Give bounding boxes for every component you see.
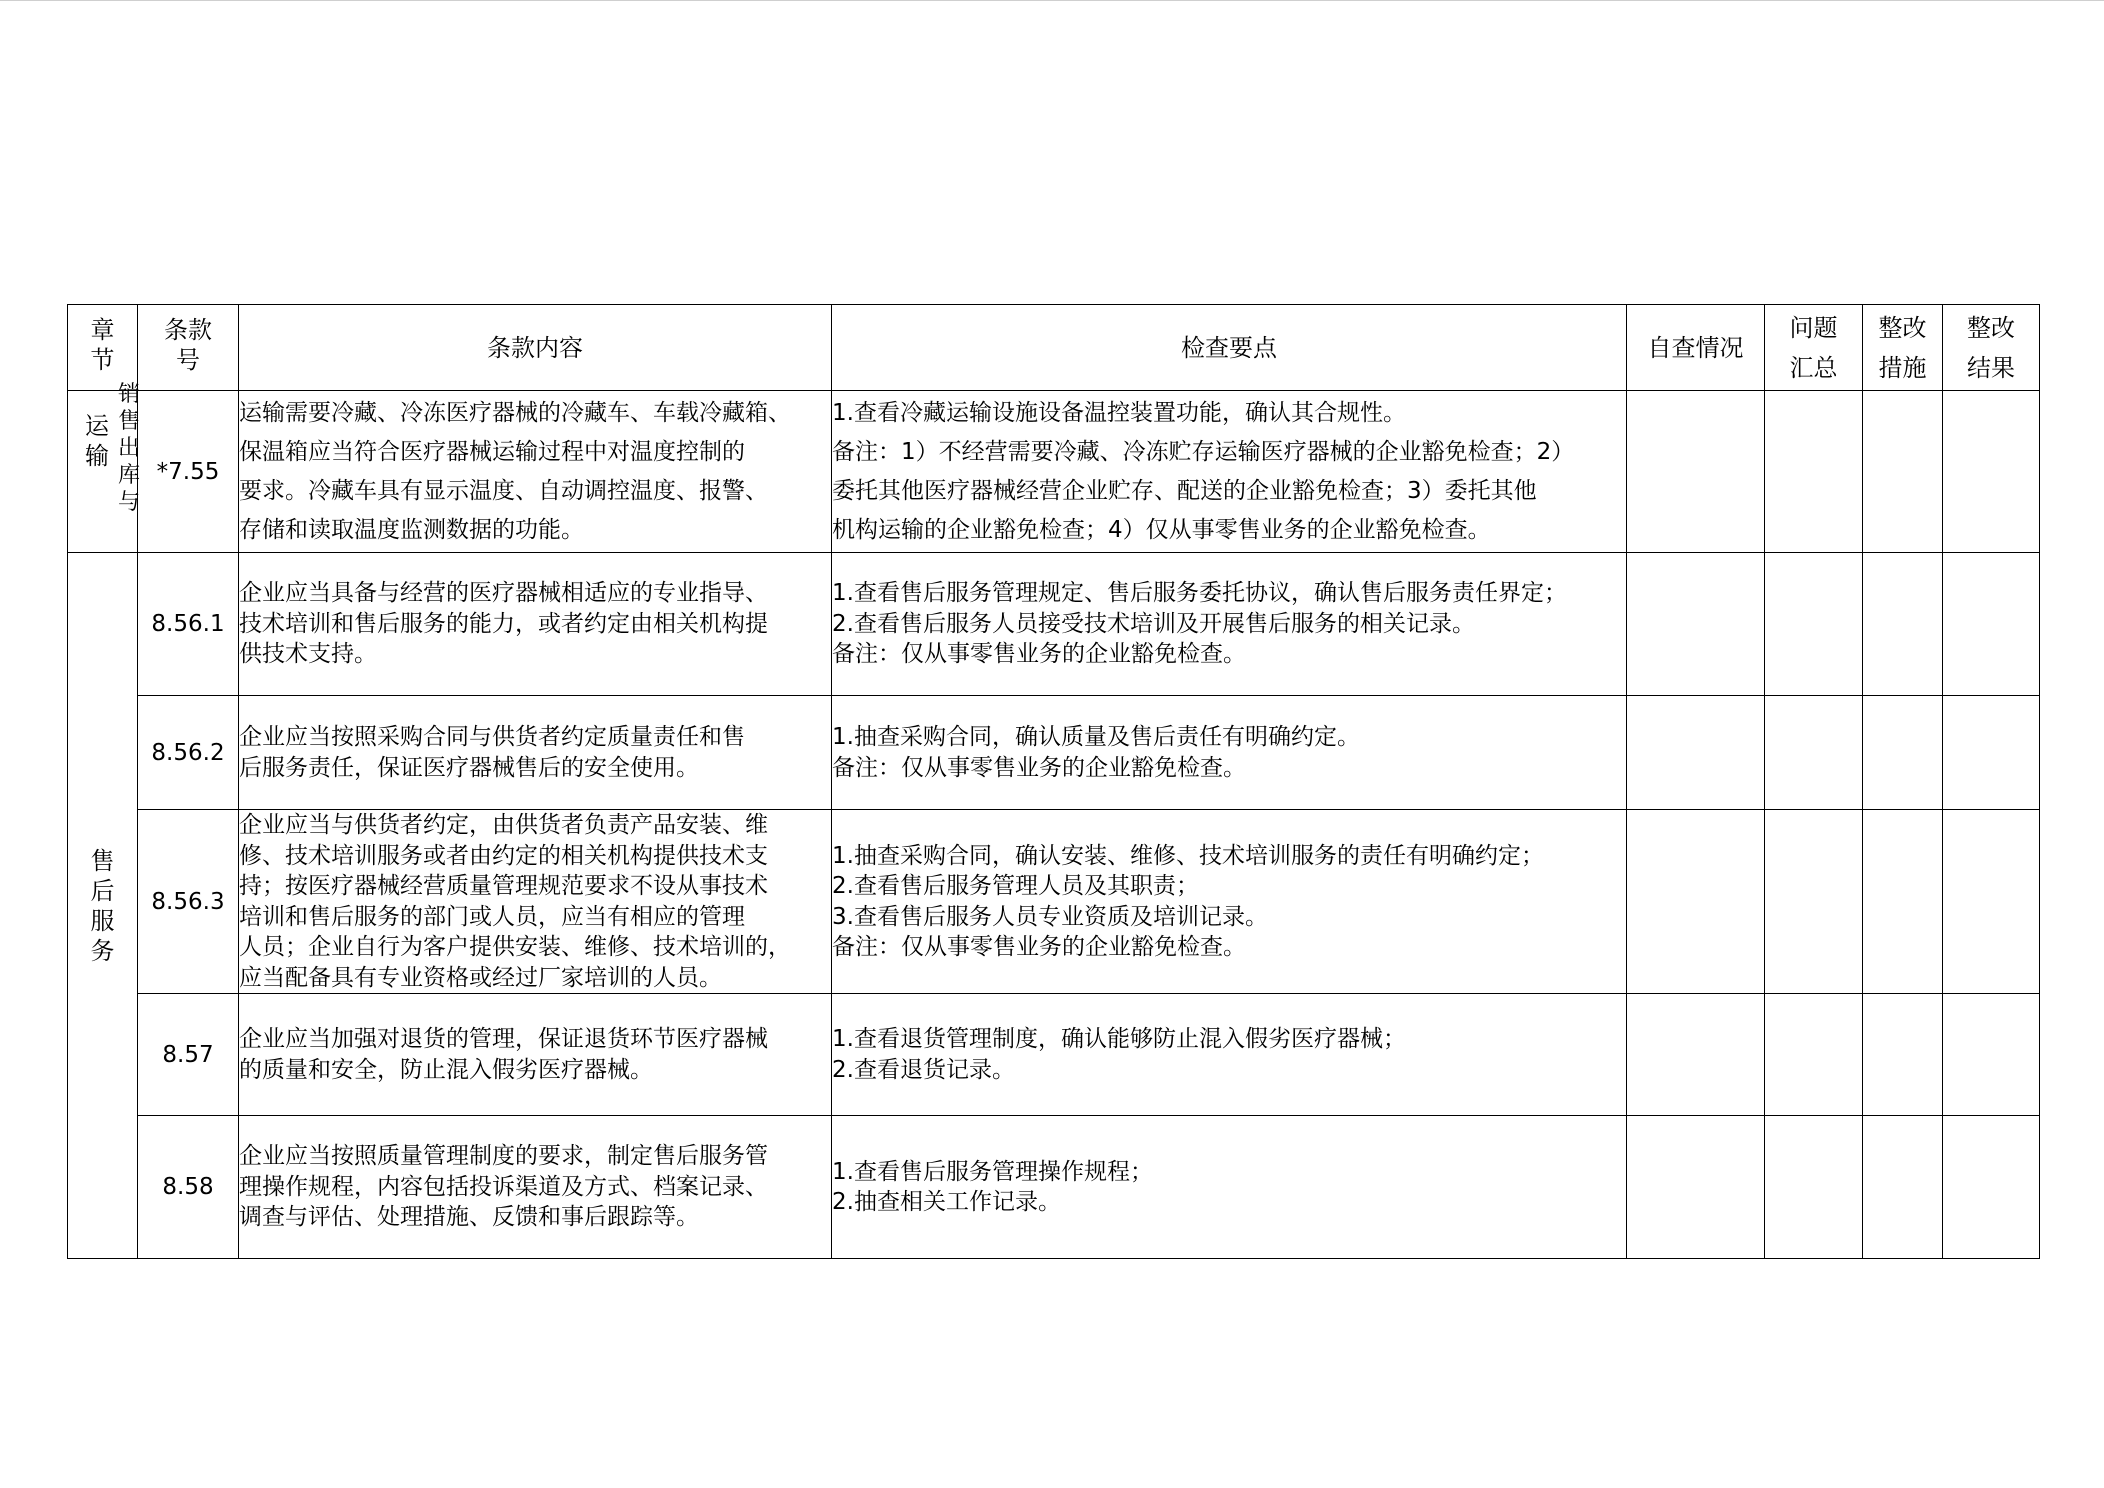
clause-content: 企业应当加强对退货的管理，保证退货环节医疗器械 的质量和安全，防止混入假劣医疗器械。 bbox=[239, 994, 832, 1116]
check-points: 1.查看售后服务管理操作规程； 2.抽查相关工作记录。 bbox=[832, 1116, 1627, 1259]
self-check-cell[interactable] bbox=[1627, 696, 1765, 810]
issues-cell[interactable] bbox=[1765, 810, 1863, 994]
clause-number: 8.56.3 bbox=[138, 810, 239, 994]
issues-cell[interactable] bbox=[1765, 994, 1863, 1116]
clause-number: 8.56.1 bbox=[138, 553, 239, 696]
measures-cell[interactable] bbox=[1863, 553, 1943, 696]
header-clause-no: 条款号 bbox=[138, 305, 239, 391]
results-cell[interactable] bbox=[1943, 696, 2040, 810]
check-points: 1.查看退货管理制度，确认能够防止混入假劣医疗器械； 2.查看退货记录。 bbox=[832, 994, 1627, 1116]
clause-content: 运输需要冷藏、冷冻医疗器械的冷藏车、车载冷藏箱、 保温箱应当符合医疗器械运输过程中对温度控制的 要求。冷藏车具有显示温度、自动调控温度、报警、 存储和读取温度监测数据的功能。 bbox=[239, 391, 832, 553]
clause-content: 企业应当与供货者约定，由供货者负责产品安装、维 修、技术培训服务或者由约定的相关机构提供技术支 持；按医疗器械经营质量管理规范要求不设从事技术 培训和售后服务的部门或人员，应当有相应的管理 人员；企业自行为客户提供安装、维修、技术培训的， 应当配备具有专业资格或经过厂家培训的人员。 bbox=[239, 810, 832, 994]
issues-cell[interactable] bbox=[1765, 553, 1863, 696]
issues-cell[interactable] bbox=[1765, 391, 1863, 553]
clause-number: *7.55 bbox=[138, 391, 239, 553]
section-after-sales: 售后服务 bbox=[68, 553, 138, 1259]
page-top-border bbox=[0, 0, 2104, 1]
check-points: 1.查看售后服务管理规定、售后服务委托协议，确认售后服务责任界定； 2.查看售后服务人员接受技术培训及开展售后服务的相关记录。 备注：仅从事零售业务的企业豁免检查。 bbox=[832, 553, 1627, 696]
clause-content: 企业应当具备与经营的医疗器械相适应的专业指导、 技术培训和售后服务的能力，或者约定由相关机构提 供技术支持。 bbox=[239, 553, 832, 696]
clause-number: 8.58 bbox=[138, 1116, 239, 1259]
self-check-table bbox=[67, 304, 2040, 1259]
table-row bbox=[68, 1116, 2040, 1259]
header-section: 章节 bbox=[68, 305, 138, 391]
header-content: 条款内容 bbox=[239, 305, 832, 391]
measures-cell[interactable] bbox=[1863, 1116, 1943, 1259]
clause-content: 企业应当按照质量管理制度的要求，制定售后服务管 理操作规程，内容包括投诉渠道及方式、档案记录、 调查与评估、处理措施、反馈和事后跟踪等。 bbox=[239, 1116, 832, 1259]
self-check-cell[interactable] bbox=[1627, 553, 1765, 696]
section-transport: 运输 销售出库与 bbox=[68, 391, 138, 553]
measures-cell[interactable] bbox=[1863, 994, 1943, 1116]
results-cell[interactable] bbox=[1943, 994, 2040, 1116]
header-results: 整改 结果 bbox=[1943, 305, 2040, 391]
table-row bbox=[68, 994, 2040, 1116]
measures-cell[interactable] bbox=[1863, 391, 1943, 553]
check-points: 1.查看冷藏运输设施设备温控装置功能，确认其合规性。 备注：1）不经营需要冷藏、冷冻贮存运输医疗器械的企业豁免检查；2） 委托其他医疗器械经营企业贮存、配送的企业豁免检查；3）委托其他 机构运输的企业豁免检查；4）仅从事零售业务的企业豁免检查。 bbox=[832, 391, 1627, 553]
results-cell[interactable] bbox=[1943, 391, 2040, 553]
clause-number: 8.56.2 bbox=[138, 696, 239, 810]
results-cell[interactable] bbox=[1943, 553, 2040, 696]
check-points: 1.抽查采购合同，确认质量及售后责任有明确约定。 备注：仅从事零售业务的企业豁免检查。 bbox=[832, 696, 1627, 810]
header-self-check: 自查情况 bbox=[1627, 305, 1765, 391]
clause-number: 8.57 bbox=[138, 994, 239, 1116]
results-cell[interactable] bbox=[1943, 810, 2040, 994]
measures-cell[interactable] bbox=[1863, 810, 1943, 994]
header-points: 检查要点 bbox=[832, 305, 1627, 391]
self-check-cell[interactable] bbox=[1627, 1116, 1765, 1259]
self-check-cell[interactable] bbox=[1627, 391, 1765, 553]
self-check-cell[interactable] bbox=[1627, 994, 1765, 1116]
header-measures: 整改 措施 bbox=[1863, 305, 1943, 391]
clause-content: 企业应当按照采购合同与供货者约定质量责任和售 后服务责任，保证医疗器械售后的安全使用。 bbox=[239, 696, 832, 810]
table-row bbox=[68, 391, 2040, 553]
results-cell[interactable] bbox=[1943, 1116, 2040, 1259]
self-check-cell[interactable] bbox=[1627, 810, 1765, 994]
check-points: 1.抽查采购合同，确认安装、维修、技术培训服务的责任有明确约定； 2.查看售后服务管理人员及其职责； 3.查看售后服务人员专业资质及培训记录。 备注：仅从事零售业务的企业豁免检查。 bbox=[832, 810, 1627, 994]
header-issues: 问题 汇总 bbox=[1765, 305, 1863, 391]
measures-cell[interactable] bbox=[1863, 696, 1943, 810]
issues-cell[interactable] bbox=[1765, 696, 1863, 810]
table-row bbox=[68, 810, 2040, 994]
header-row bbox=[68, 305, 2040, 391]
issues-cell[interactable] bbox=[1765, 1116, 1863, 1259]
table-row bbox=[68, 553, 2040, 696]
table-row bbox=[68, 696, 2040, 810]
